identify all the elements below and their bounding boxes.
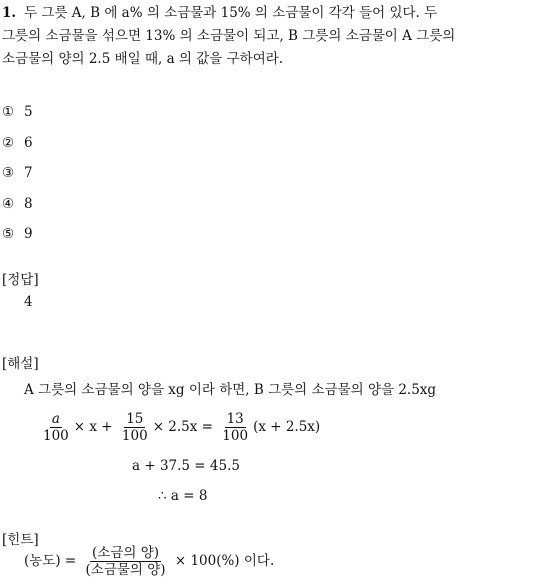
problem-statement bbox=[2, 2, 532, 71]
hint-formula bbox=[24, 546, 274, 577]
fraction-denominator: 100 bbox=[121, 428, 148, 445]
choice-mark: ⑤ bbox=[2, 226, 15, 242]
problem-text-line-2: 그릇의 소금물을 섞으면 13% 의 소금물이 되고, B 그릇의 소금물이 A 그릇의 bbox=[2, 28, 456, 44]
fraction-a-over-100 bbox=[41, 412, 71, 443]
choice-3[interactable] bbox=[2, 165, 33, 181]
solution-intro: A 그릇의 소금물의 양을 xg 이라 하면, B 그릇의 소금물의 양을 2.5xg bbox=[24, 382, 437, 398]
choice-value: 7 bbox=[24, 165, 33, 181]
choice-5[interactable] bbox=[2, 226, 33, 242]
hint-label: [힌트] bbox=[2, 532, 39, 548]
hint-rhs: × 100(%) 이다. bbox=[174, 553, 275, 570]
problem-text-line-1: 두 그릇 A, B 에 a% 의 소금물과 15% 의 소금물이 각각 들어 있다. 두 bbox=[24, 5, 438, 21]
choice-value: 9 bbox=[24, 226, 33, 242]
fraction-denominator: 100 bbox=[43, 428, 69, 445]
choice-mark: ① bbox=[2, 104, 15, 120]
choice-2[interactable] bbox=[2, 135, 33, 151]
choice-mark: ④ bbox=[2, 196, 15, 212]
choice-1[interactable] bbox=[2, 104, 33, 120]
answer-value: 4 bbox=[24, 294, 33, 310]
fraction-numerator: (소금의 양) bbox=[92, 545, 160, 561]
fraction-numerator: 15 bbox=[126, 411, 144, 427]
choice-mark: ③ bbox=[2, 165, 15, 181]
fraction-numerator: a bbox=[51, 411, 60, 427]
solution-equation-3: ∴ a = 8 bbox=[158, 488, 208, 504]
equation-part: × x + bbox=[73, 419, 113, 436]
choice-mark: ② bbox=[2, 135, 15, 151]
fraction-denominator: (소금물의 양) bbox=[85, 562, 166, 579]
answer-label: [정답] bbox=[2, 272, 39, 288]
problem-line-1 bbox=[2, 2, 532, 25]
choice-4[interactable] bbox=[2, 196, 33, 212]
choice-value: 5 bbox=[24, 104, 33, 120]
choice-value: 8 bbox=[24, 196, 33, 212]
fraction-13-over-100 bbox=[220, 412, 250, 443]
fraction-denominator: 100 bbox=[222, 428, 249, 445]
hint-lhs: (농도) = bbox=[24, 553, 77, 570]
equation-part: (x + 2.5x) bbox=[253, 419, 321, 436]
solution-equation-2: a + 37.5 = 45.5 bbox=[132, 458, 240, 474]
choice-value: 6 bbox=[24, 135, 33, 151]
fraction-numerator: 13 bbox=[226, 411, 244, 427]
question-number: 1. bbox=[2, 5, 17, 21]
fraction-15-over-100 bbox=[120, 412, 150, 443]
equation-part: × 2.5x = bbox=[152, 419, 213, 436]
concentration-fraction bbox=[84, 546, 168, 577]
problem-text-line-3: 소금물의 양의 2.5 배일 때, a 의 값을 구하여라. bbox=[2, 51, 284, 67]
solution-equation-1 bbox=[38, 412, 320, 443]
solution-label: [해설] bbox=[2, 356, 39, 372]
